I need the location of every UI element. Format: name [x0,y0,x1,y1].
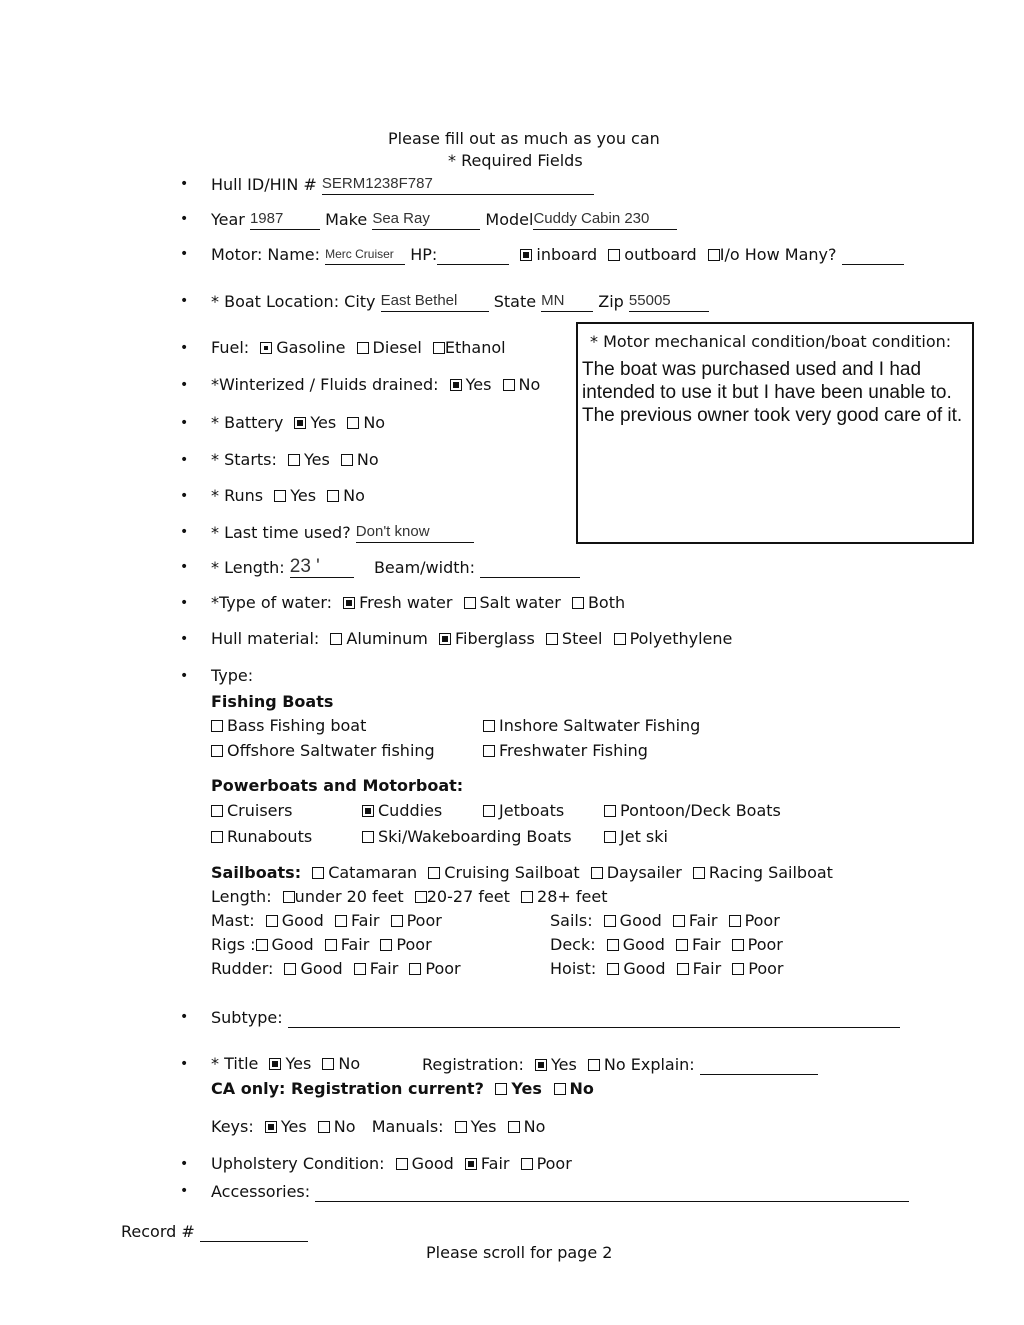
rigs-row [211,935,432,955]
bullet: • [180,524,189,540]
upholstery-poor-label: Poor [536,1154,572,1173]
io-checkbox[interactable] [708,249,720,261]
option-label: Poor [747,935,783,954]
gasoline-label: Gasoline [276,338,346,357]
upholstery-poor-checkbox[interactable] [521,1158,533,1170]
motor-name-field[interactable]: Merc Cruiser [325,244,405,265]
beam-label: Beam/width: [373,558,476,577]
ca-yes-label: Yes [511,1079,542,1098]
jetboats-checkbox[interactable] [483,805,495,817]
condition-text: The boat was purchased used and I had intended to use it but I have been unable to. The previous owner took very good care of it. [582,359,963,426]
sailboats-heading: Sailboats: [211,863,302,882]
runs-label: * Runs [211,486,264,505]
salt-water-checkbox[interactable] [464,597,476,609]
option-label: under 20 feet [294,887,404,906]
bullet: • [180,559,189,575]
hull-material-label: Hull material: [211,629,320,648]
bullet: • [180,1183,189,1199]
option-label: Fair [691,935,721,954]
option-label: Good [619,911,662,930]
bullet: • [180,631,189,647]
hp-field[interactable] [437,244,509,265]
pontoon-checkbox[interactable] [604,805,616,817]
registration-row [422,1054,818,1075]
hoist-label: Hoist: [550,959,597,978]
starts-label: * Starts: [211,450,277,469]
motor-name-label: Motor: Name: [211,245,321,264]
sails-fair-checkbox[interactable] [673,915,685,927]
20-27-checkbox[interactable] [415,891,427,903]
winterized-row [211,375,540,395]
inshore-saltwater-checkbox[interactable] [483,720,495,732]
option-label: Fair [692,959,722,978]
starts-yes-checkbox[interactable] [288,454,300,466]
fuel-row [211,338,506,358]
state-label: State [493,292,537,311]
option-label: Poor [396,935,432,954]
option-label: Jetboats [499,801,565,820]
bullet: • [180,595,189,611]
rudder-poor-checkbox[interactable] [409,963,421,975]
deck-poor-checkbox[interactable] [732,939,744,951]
fishing-option [211,741,435,761]
salt-water-label: Salt water [479,593,561,612]
option-label: Fair [350,911,380,930]
city-field[interactable]: East Bethel [381,291,489,312]
option-label: Poor [425,959,461,978]
upholstery-fair-label: Fair [480,1154,510,1173]
option-label: Bass Fishing boat [227,716,367,735]
starts-yes-label: Yes [304,450,330,469]
fiberglass-label: Fiberglass [454,629,535,648]
registration-no-label: No Explain: [603,1055,695,1074]
option-label: Cuddies [378,801,443,820]
ca-no-label: No [569,1079,594,1098]
inboard-checkbox[interactable] [520,249,532,261]
hull-id-label: Hull ID/HIN # [211,175,317,194]
title-label: * Title [211,1054,259,1073]
ca-row [211,1079,594,1099]
outboard-label: outboard [624,245,697,264]
under-20-checkbox[interactable] [283,891,295,903]
bullet: • [180,293,189,309]
last-used-field[interactable]: Don't know [356,522,474,543]
winterized-no-label: No [518,375,541,394]
option-label: Poor [744,911,780,930]
io-label: I/o How Many? [719,245,837,264]
daysailer-checkbox[interactable] [591,867,603,879]
motor-row [211,244,904,265]
accessories-field[interactable] [315,1181,909,1202]
length-row [211,557,580,578]
sails-poor-checkbox[interactable] [729,915,741,927]
subtype-field[interactable] [288,1007,900,1028]
battery-no-checkbox[interactable] [347,417,359,429]
sails-row [550,911,780,931]
starts-no-checkbox[interactable] [341,454,353,466]
option-label: Cruisers [227,801,293,820]
condition-textbox[interactable] [576,322,974,544]
location-row [211,291,709,312]
title-no-checkbox[interactable] [322,1058,334,1070]
power-option [604,827,668,847]
powerboats-heading: Powerboats and Motorboat: [211,776,464,795]
mast-poor-checkbox[interactable] [391,915,403,927]
year-make-model-row [211,209,677,230]
option-label: Offshore Saltwater fishing [227,741,435,760]
ski-wakeboarding-checkbox[interactable] [362,831,374,843]
option-label: Cruising Sailboat [444,863,580,882]
upholstery-row [211,1154,572,1174]
freshwater-fishing-checkbox[interactable] [483,745,495,757]
power-option [211,827,312,847]
winterized-label: *Winterized / Fluids drained: [211,375,439,394]
deck-row [550,935,783,955]
bullet: • [180,1056,189,1072]
polyethylene-checkbox[interactable] [614,633,626,645]
power-option [211,801,292,821]
option-label: Runabouts [227,827,313,846]
inboard-label: inboard [536,245,598,264]
option-label: Good [300,959,343,978]
option-label: Freshwater Fishing [499,741,648,760]
option-label: Poor [748,959,784,978]
rigs-poor-checkbox[interactable] [380,939,392,951]
option-label: Fair [369,959,399,978]
28-plus-checkbox[interactable] [521,891,533,903]
subtype-row [211,1007,900,1028]
title-row [211,1054,360,1074]
option-label: Poor [406,911,442,930]
sails-label: Sails: [550,911,593,930]
rudder-label: Rudder: [211,959,274,978]
power-option [483,801,564,821]
ca-no-checkbox[interactable] [554,1083,566,1095]
hull-id-field[interactable]: SERM1238F787 [322,174,594,195]
type-label: Type: [211,666,254,685]
ca-yes-checkbox[interactable] [495,1083,507,1095]
option-label: Good [622,935,665,954]
hull-material-row [211,629,732,649]
explain-field[interactable] [700,1054,818,1075]
keys-yes-label: Yes [280,1117,307,1136]
rudder-good-checkbox[interactable] [284,963,296,975]
steel-label: Steel [561,629,603,648]
water-row [211,593,625,613]
option-label: 20-27 feet [426,887,510,906]
polyethylene-label: Polyethylene [629,629,733,648]
jet-ski-checkbox[interactable] [604,831,616,843]
option-label: Good [281,911,324,930]
hoist-fair-checkbox[interactable] [677,963,689,975]
runabouts-checkbox[interactable] [211,831,223,843]
fuel-label: Fuel: [211,338,250,357]
runs-yes-label: Yes [290,486,317,505]
ca-label: CA only: Registration current? [211,1079,484,1098]
city-label: * Boat Location: City [211,292,376,311]
rigs-good-checkbox[interactable] [256,939,268,951]
power-option [362,801,442,821]
option-label: Racing Sailboat [708,863,833,882]
last-used-label: * Last time used? [211,523,351,542]
winterized-yes-label: Yes [465,375,492,394]
beam-field[interactable] [480,557,580,578]
option-label: Daysailer [606,863,682,882]
power-option [362,827,572,847]
bullet: • [180,452,189,468]
mast-label: Mast: [211,911,255,930]
keys-no-label: No [333,1117,356,1136]
mast-row [211,911,442,931]
option-label: Jet ski [620,827,668,846]
bullet: • [180,340,189,356]
hoist-good-checkbox[interactable] [607,963,619,975]
starts-row [211,450,379,470]
rigs-label: Rigs : [211,935,256,954]
bullet: • [180,1009,189,1025]
option-label: Ski/Wakeboarding Boats [378,827,572,846]
fishing-option [483,716,700,736]
battery-yes-label: Yes [310,413,337,432]
runs-yes-checkbox[interactable] [274,490,286,502]
hoist-poor-checkbox[interactable] [732,963,744,975]
record-label: Record # [121,1222,195,1241]
aluminum-label: Aluminum [346,629,428,648]
sailboats-row [211,863,833,883]
registration-yes-label: Yes [550,1055,577,1074]
make-label: Make [325,210,368,229]
mast-fair-checkbox[interactable] [335,915,347,927]
battery-yes-checkbox[interactable] [294,417,306,429]
option-label: 28+ feet [537,887,608,906]
upholstery-good-checkbox[interactable] [396,1158,408,1170]
fishing-boats-heading: Fishing Boats [211,692,334,711]
hull-id-row [211,174,594,195]
winterized-yes-checkbox[interactable] [450,379,462,391]
mast-good-checkbox[interactable] [266,915,278,927]
power-option [604,801,781,821]
keys-label: Keys: [211,1117,254,1136]
manuals-yes-checkbox[interactable] [455,1121,467,1133]
title-yes-checkbox[interactable] [269,1058,281,1070]
bullet: • [180,211,189,227]
diesel-checkbox[interactable] [357,342,369,354]
bullet: • [180,668,189,684]
zip-label: Zip [598,292,624,311]
deck-good-checkbox[interactable] [607,939,619,951]
year-field[interactable]: 1987 [250,209,320,230]
diesel-label: Diesel [372,338,422,357]
length-field[interactable]: 23 ' [290,557,354,578]
title-yes-label: Yes [285,1054,312,1073]
option-label: Good [271,935,314,954]
bullet: • [180,488,189,504]
catamaran-checkbox[interactable] [312,867,324,879]
manuals-no-checkbox[interactable] [508,1121,520,1133]
outboard-checkbox[interactable] [608,249,620,261]
runs-row [211,486,365,506]
footer-note: Please scroll for page 2 [426,1243,613,1262]
battery-label: * Battery [211,413,284,432]
bullet: • [180,1156,189,1172]
starts-no-label: No [356,450,379,469]
rigs-fair-checkbox[interactable] [325,939,337,951]
record-row [121,1221,308,1242]
subtype-label: Subtype: [211,1008,283,1027]
hp-label: HP: [410,245,438,264]
fishing-option [483,741,648,761]
condition-title: * Motor mechanical condition/boat condition: [590,332,952,351]
winterized-no-checkbox[interactable] [503,379,515,391]
racing-sailboat-checkbox[interactable] [693,867,705,879]
ethanol-label: Ethanol [444,338,506,357]
fresh-water-checkbox[interactable] [343,597,355,609]
upholstery-label: Upholstery Condition: [211,1154,385,1173]
accessories-row [211,1181,909,1202]
header-required-note: * Required Fields [448,151,583,170]
cuddies-checkbox[interactable] [362,805,374,817]
aluminum-checkbox[interactable] [330,633,342,645]
option-label: Fair [340,935,370,954]
option-label: Catamaran [328,863,418,882]
rudder-row [211,959,461,979]
option-label: Inshore Saltwater Fishing [499,716,701,735]
model-label: Model [485,210,534,229]
option-label: Pontoon/Deck Boats [620,801,781,820]
bullet: • [180,377,189,393]
deck-fair-checkbox[interactable] [676,939,688,951]
record-field[interactable] [200,1221,308,1242]
manuals-no-label: No [523,1117,546,1136]
battery-no-label: No [363,413,386,432]
registration-no-checkbox[interactable] [588,1059,600,1071]
bass-fishing-checkbox[interactable] [211,720,223,732]
hoist-row [550,959,783,979]
make-field[interactable]: Sea Ray [372,209,480,230]
runs-no-label: No [343,486,365,505]
option-label: Good [623,959,666,978]
offshore-saltwater-checkbox[interactable] [211,745,223,757]
keys-yes-checkbox[interactable] [265,1121,277,1133]
both-water-label: Both [587,593,626,612]
bullet: • [180,246,189,262]
fresh-water-label: Fresh water [359,593,453,612]
both-water-checkbox[interactable] [572,597,584,609]
model-field[interactable]: Cuddy Cabin 230 [533,209,677,230]
accessories-label: Accessories: [211,1182,311,1201]
upholstery-good-label: Good [411,1154,454,1173]
keys-no-checkbox[interactable] [318,1121,330,1133]
battery-row [211,413,385,433]
fishing-option [211,716,366,736]
option-label: Fair [688,911,718,930]
registration-label: Registration: [422,1055,524,1074]
how-many-field[interactable] [842,244,904,265]
cruisers-checkbox[interactable] [211,805,223,817]
rudder-fair-checkbox[interactable] [354,963,366,975]
year-label: Year [211,210,245,229]
gasoline-checkbox[interactable] [260,342,272,354]
steel-checkbox[interactable] [546,633,558,645]
manuals-yes-label: Yes [470,1117,497,1136]
sail-length-label: Length: [211,887,272,906]
last-used-row [211,522,474,543]
ethanol-checkbox[interactable] [433,342,445,354]
header-line-1: Please fill out as much as you can [388,129,660,148]
zip-field[interactable]: 55005 [629,291,709,312]
fiberglass-checkbox[interactable] [439,633,451,645]
registration-yes-checkbox[interactable] [535,1059,547,1071]
title-no-label: No [338,1054,361,1073]
water-label: *Type of water: [211,593,333,612]
bullet: • [180,415,189,431]
bullet: • [180,176,189,192]
runs-no-checkbox[interactable] [327,490,339,502]
manuals-label: Manuals: [371,1117,444,1136]
upholstery-fair-checkbox[interactable] [465,1158,477,1170]
length-label: * Length: [211,558,285,577]
sails-good-checkbox[interactable] [604,915,616,927]
sail-length-row [211,887,607,907]
keys-row [211,1117,545,1137]
cruising-sailboat-checkbox[interactable] [428,867,440,879]
deck-label: Deck: [550,935,596,954]
state-field[interactable]: MN [541,291,593,312]
